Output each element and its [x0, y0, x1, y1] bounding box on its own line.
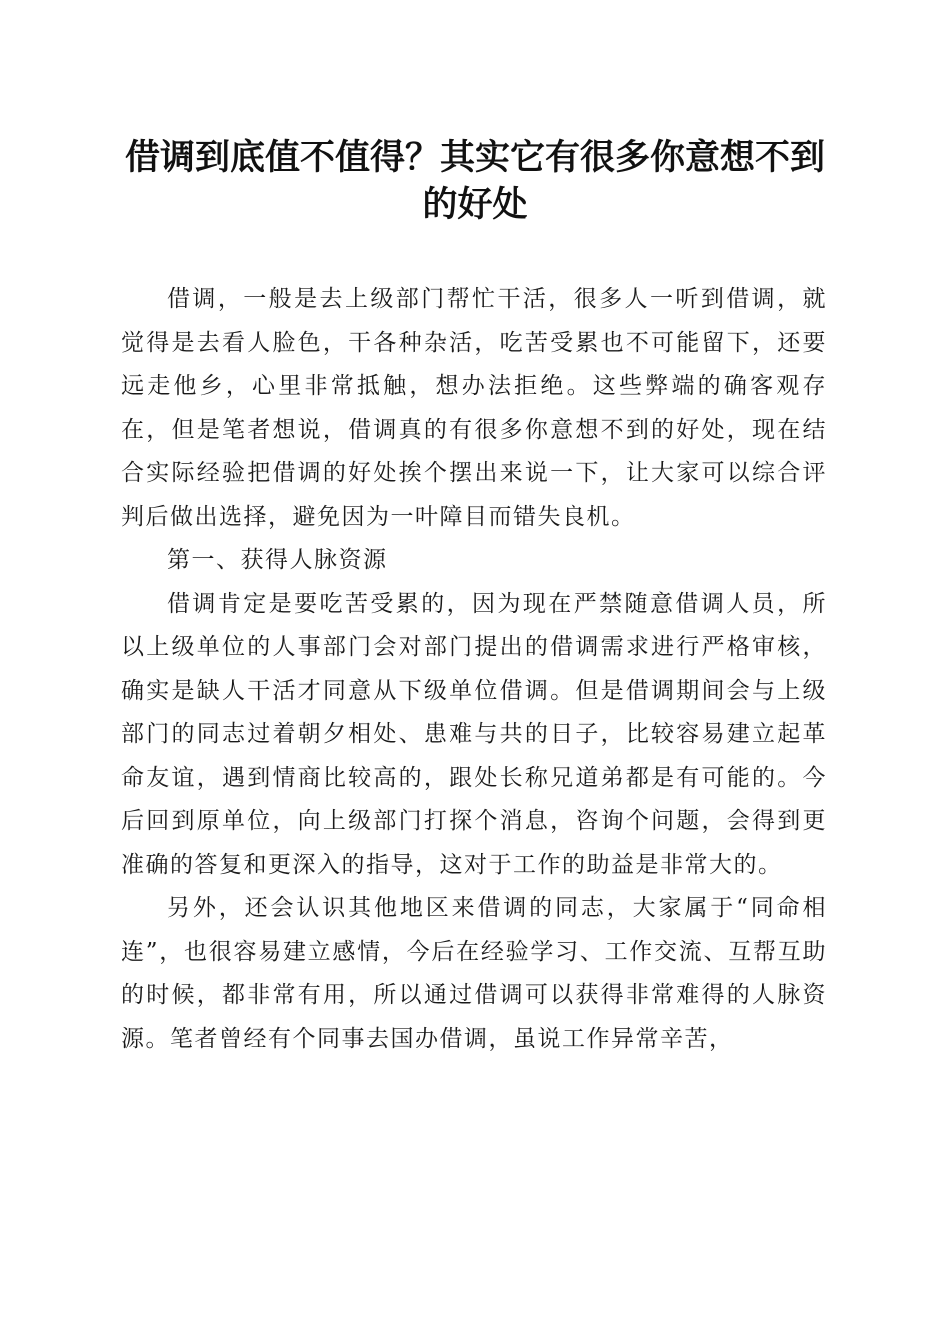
paragraph: 借调肯定是要吃苦受累的，因为现在严禁随意借调人员，所以上级单位的人事部门会对部门提出的借调需求进行严格审核，确实是缺人干活才同意从下级单位借调。但是借调期间会与上级部门的同志过着朝夕相处、患难与共的日子，比较容易建立起革命友谊，遇到情商比较高的，跟处长称兄道弟都是有可能的。今后回到原单位，向上级部门打探个消息，咨询个问题，会得到更准确的答复和更深入的指导，这对于工作的助益是非常大的。 — [121, 590, 827, 878]
section-heading: 第一、获得人脉资源 — [167, 547, 388, 573]
paragraph: 另外，还会认识其他地区来借调的同志，大家属于“同命相连”，也很容易建立感情，今后在经验学习、工作交流、互帮互助的时候，都非常有用，所以通过借调可以获得非常难得的人脉资源。笔者曾经有个同事去国办借调，虽说工作异常辛苦， — [121, 895, 827, 1052]
paragraph-intro: 借调，一般是去上级部门帮忙干活，很多人一听到借调，就觉得是去看人脸色，干各种杂活，吃苦受累也不可能留下，还要远走他乡，心里非常抵触，想办法拒绝。这些弊端的确客观存在，但是笔者想说，借调真的有很多你意想不到的好处，现在结合实际经验把借调的好处挨个摆出来说一下，让大家可以综合评判后做出选择，避免因为一叶障目而错失良机。 — [121, 286, 827, 530]
document-body — [121, 278, 827, 1061]
document-title: 借调到底值不值得？其实它有很多你意想不到的好处 — [124, 137, 825, 225]
